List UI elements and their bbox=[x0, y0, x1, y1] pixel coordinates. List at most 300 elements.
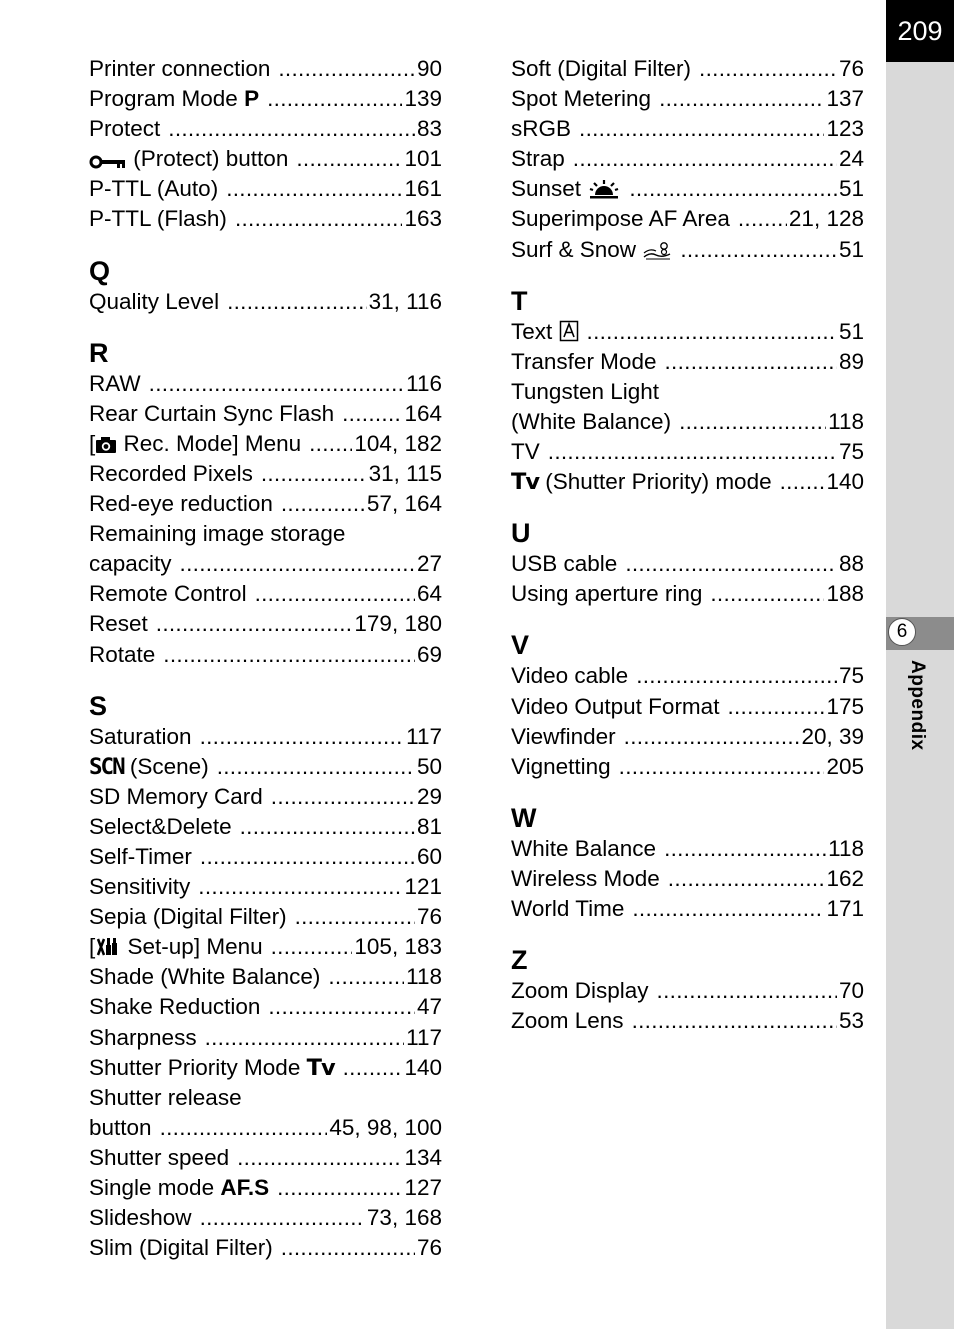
index-term-text: Spot Metering bbox=[511, 86, 652, 112]
index-term bbox=[511, 549, 617, 579]
index-term-text: Superimpose AF Area bbox=[511, 206, 730, 232]
index-term-text: Shutter release bbox=[89, 1084, 242, 1110]
dot-leader bbox=[632, 1006, 837, 1036]
index-term bbox=[511, 864, 660, 894]
index-entry[interactable] bbox=[511, 579, 864, 609]
index-term bbox=[511, 722, 616, 752]
chapter-number: 6 bbox=[888, 618, 916, 646]
index-term bbox=[511, 467, 772, 497]
page-reference[interactable]: 104, 182 bbox=[354, 430, 442, 456]
index-letter-heading: W bbox=[511, 802, 537, 833]
index-term-text: Viewfinder bbox=[511, 723, 616, 749]
index-term bbox=[89, 1113, 152, 1143]
page-reference[interactable]: 90 bbox=[416, 56, 442, 81]
index-entry[interactable] bbox=[511, 752, 864, 782]
index-entry[interactable] bbox=[511, 549, 864, 579]
index-term bbox=[89, 369, 141, 399]
page-reference[interactable]: 101 bbox=[404, 146, 442, 172]
index-entry[interactable] bbox=[89, 54, 442, 84]
index-term bbox=[511, 114, 571, 144]
index-entry[interactable] bbox=[511, 976, 864, 1006]
page-reference[interactable]: 27 bbox=[416, 551, 442, 577]
dot-leader bbox=[226, 174, 402, 204]
index-term-text: Shutter speed bbox=[89, 1144, 230, 1170]
dot-leader bbox=[625, 549, 837, 579]
index-term-text: (White Balance) bbox=[511, 408, 672, 434]
page-reference[interactable]: 83 bbox=[416, 116, 442, 142]
page-reference[interactable]: 105, 183 bbox=[354, 934, 442, 960]
index-entry bbox=[89, 1083, 442, 1113]
camera-icon bbox=[95, 429, 117, 459]
index-term-text: Wireless Mode bbox=[511, 865, 660, 891]
index-term bbox=[511, 437, 540, 467]
page-reference[interactable]: 31, 115 bbox=[368, 460, 442, 486]
index-term-text: Rear Curtain Sync Flash bbox=[89, 400, 335, 426]
page-reference[interactable]: 89 bbox=[838, 348, 864, 374]
index-term-text: Remote Control bbox=[89, 581, 247, 607]
index-term-text: Vignetting bbox=[511, 753, 611, 779]
dot-leader bbox=[664, 834, 826, 864]
index-entry[interactable] bbox=[89, 1113, 442, 1143]
dot-leader bbox=[296, 144, 402, 174]
index-entry[interactable] bbox=[511, 692, 864, 722]
index-entry[interactable] bbox=[89, 992, 442, 1022]
index-entry[interactable] bbox=[89, 1053, 442, 1083]
index-term-text: P-TTL (Auto) bbox=[89, 176, 219, 202]
index-letter-heading: S bbox=[89, 690, 108, 721]
page-reference[interactable]: 140 bbox=[826, 469, 864, 495]
page-reference[interactable]: 163 bbox=[404, 206, 442, 232]
index-entry[interactable] bbox=[89, 1023, 442, 1053]
index-term-text: (Scene) bbox=[129, 753, 209, 779]
dot-leader bbox=[679, 407, 826, 437]
dot-leader bbox=[680, 235, 837, 265]
dot-leader bbox=[227, 287, 367, 317]
page-reference[interactable]: 57, 164 bbox=[366, 491, 442, 517]
page-reference[interactable]: 123 bbox=[826, 116, 864, 142]
index-term bbox=[511, 84, 651, 114]
index-term bbox=[89, 84, 259, 114]
index-entry[interactable] bbox=[511, 54, 864, 84]
page-reference[interactable]: 140 bbox=[404, 1054, 442, 1080]
dot-leader bbox=[237, 1143, 402, 1173]
scene-mode-icon: SCN bbox=[89, 753, 124, 780]
index-term bbox=[89, 1023, 197, 1053]
index-entry[interactable] bbox=[89, 722, 442, 752]
page-reference[interactable]: 45, 98, 100 bbox=[329, 1114, 442, 1140]
index-entry[interactable] bbox=[511, 84, 864, 114]
page-reference[interactable]: 116 bbox=[406, 370, 442, 396]
index-term-text: Recorded Pixels bbox=[89, 460, 253, 486]
dot-leader bbox=[710, 579, 824, 609]
index-term-text: Program Mode bbox=[89, 86, 238, 112]
index-term bbox=[511, 661, 628, 691]
index-term-text: Rotate bbox=[89, 641, 156, 667]
index-entry[interactable] bbox=[89, 489, 442, 519]
page-reference[interactable]: 51 bbox=[838, 318, 864, 344]
index-term-text: Text bbox=[511, 318, 553, 344]
dot-leader bbox=[267, 84, 402, 114]
index-term-text: Protect bbox=[89, 116, 161, 142]
page-reference[interactable]: 47 bbox=[416, 994, 442, 1020]
index-entry[interactable] bbox=[89, 609, 442, 639]
index-term bbox=[511, 752, 611, 782]
index-entry[interactable] bbox=[511, 437, 864, 467]
index-term bbox=[511, 235, 672, 265]
index-term bbox=[89, 932, 263, 962]
index-term bbox=[89, 1233, 273, 1263]
dot-leader bbox=[217, 752, 415, 782]
index-term-text: Surf & Snow bbox=[511, 236, 637, 262]
index-term bbox=[511, 347, 656, 377]
dot-leader bbox=[659, 84, 824, 114]
page-reference[interactable]: 164 bbox=[404, 400, 442, 426]
index-entry[interactable] bbox=[89, 144, 442, 174]
index-term bbox=[89, 1143, 229, 1173]
dot-leader bbox=[587, 317, 837, 347]
index-term-text: Select&Delete bbox=[89, 813, 232, 839]
page-reference[interactable]: 162 bbox=[826, 865, 864, 891]
page-reference[interactable]: 69 bbox=[416, 641, 442, 667]
dot-leader bbox=[295, 902, 415, 932]
index-entry[interactable] bbox=[511, 204, 864, 234]
index-term bbox=[511, 144, 565, 174]
index-entry[interactable] bbox=[89, 752, 442, 782]
index-term bbox=[89, 609, 148, 639]
setup-wrench-icon bbox=[95, 932, 121, 962]
dot-leader bbox=[657, 976, 837, 1006]
page-reference[interactable]: 205 bbox=[826, 753, 864, 779]
index-term bbox=[89, 752, 209, 782]
index-term-text: Shade (White Balance) bbox=[89, 964, 321, 990]
page-reference[interactable]: 134 bbox=[404, 1144, 442, 1170]
index-entry[interactable] bbox=[89, 932, 442, 962]
index-term-text: (Shutter Priority) mode bbox=[545, 469, 772, 495]
index-entry[interactable] bbox=[511, 144, 864, 174]
dot-leader bbox=[168, 114, 415, 144]
index-entry[interactable] bbox=[89, 812, 442, 842]
index-entry[interactable] bbox=[511, 407, 864, 437]
page-number: 209 bbox=[886, 0, 954, 62]
index-term-text: TV bbox=[511, 439, 540, 465]
index-entry[interactable] bbox=[89, 902, 442, 932]
index-entry[interactable] bbox=[89, 962, 442, 992]
index-term-text: Shake Reduction bbox=[89, 994, 261, 1020]
index-letter-heading: U bbox=[511, 518, 531, 549]
index-term-text: Slim (Digital Filter) bbox=[89, 1235, 273, 1261]
page-reference[interactable]: 31, 116 bbox=[368, 288, 442, 314]
index-term-text: USB cable bbox=[511, 551, 618, 577]
index-entry[interactable] bbox=[89, 640, 442, 670]
dot-leader bbox=[160, 1113, 328, 1143]
dot-leader bbox=[342, 399, 402, 429]
index-term-text: Video Output Format bbox=[511, 693, 720, 719]
index-term bbox=[89, 872, 190, 902]
index-term bbox=[511, 54, 691, 84]
index-term bbox=[89, 962, 320, 992]
dot-leader bbox=[271, 932, 353, 962]
tv-mode-icon: Tv bbox=[306, 1054, 335, 1081]
index-entry[interactable] bbox=[89, 174, 442, 204]
index-term-text: RAW bbox=[89, 370, 141, 396]
index-term-text: Reset bbox=[89, 611, 148, 637]
page-reference[interactable]: 88 bbox=[838, 551, 864, 577]
index-entry[interactable] bbox=[511, 114, 864, 144]
index-term-text: button bbox=[89, 1114, 152, 1140]
dot-leader bbox=[727, 692, 824, 722]
index-letter-heading: V bbox=[511, 630, 530, 661]
index-term-text: (Protect) button bbox=[133, 146, 289, 172]
dot-leader bbox=[149, 369, 404, 399]
index-entry[interactable] bbox=[89, 782, 442, 812]
index-letter-heading: Q bbox=[89, 255, 111, 286]
page-reference[interactable]: 21, 128 bbox=[788, 206, 864, 232]
index-entry[interactable] bbox=[511, 235, 864, 265]
index-entry[interactable] bbox=[89, 114, 442, 144]
page-reference[interactable]: 118 bbox=[828, 408, 864, 434]
page-reference[interactable]: 53 bbox=[838, 1008, 864, 1034]
page-reference[interactable]: 175 bbox=[826, 693, 864, 719]
dot-leader bbox=[268, 992, 415, 1022]
index-term bbox=[89, 144, 288, 174]
dot-leader bbox=[278, 54, 415, 84]
page-reference[interactable]: 75 bbox=[838, 663, 864, 689]
index-term bbox=[89, 902, 287, 932]
index-entry[interactable] bbox=[89, 1143, 442, 1173]
program-mode-p-icon: P bbox=[244, 86, 260, 112]
page-reference[interactable]: 70 bbox=[838, 978, 864, 1004]
dot-leader bbox=[619, 752, 825, 782]
index-term bbox=[89, 640, 155, 670]
index-term bbox=[511, 579, 702, 609]
page-reference[interactable]: 121 bbox=[404, 874, 442, 900]
index-term bbox=[511, 174, 621, 204]
page-reference[interactable]: 171 bbox=[826, 895, 864, 921]
page-reference[interactable]: 118 bbox=[828, 835, 864, 861]
page-reference[interactable]: 137 bbox=[826, 86, 864, 112]
index-term bbox=[89, 114, 160, 144]
index-term-text: Quality Level bbox=[89, 288, 220, 314]
index-term-text: Zoom Display bbox=[511, 978, 649, 1004]
index-entry[interactable] bbox=[511, 864, 864, 894]
index-term bbox=[511, 1006, 624, 1036]
page-reference[interactable]: 179, 180 bbox=[354, 611, 442, 637]
page-reference[interactable]: 139 bbox=[404, 86, 442, 112]
dot-leader bbox=[629, 174, 837, 204]
index-term-text: Using aperture ring bbox=[511, 581, 703, 607]
index-term bbox=[89, 521, 345, 546]
dot-leader bbox=[163, 640, 415, 670]
index-entry[interactable] bbox=[89, 549, 442, 579]
index-entry[interactable] bbox=[89, 579, 442, 609]
dot-leader bbox=[281, 1233, 415, 1263]
page-reference[interactable]: 24 bbox=[838, 146, 864, 172]
dot-leader bbox=[200, 1203, 365, 1233]
page-reference[interactable]: 81 bbox=[416, 813, 442, 839]
index-term-text: Saturation bbox=[89, 723, 192, 749]
index-entry[interactable] bbox=[89, 287, 442, 317]
index-term bbox=[89, 722, 192, 752]
index-entry[interactable] bbox=[89, 84, 442, 114]
page-reference[interactable]: 20, 39 bbox=[801, 723, 864, 749]
index-term-text: World Time bbox=[511, 895, 625, 921]
dot-leader bbox=[636, 661, 837, 691]
index-term-text: Sunset bbox=[511, 176, 582, 202]
dot-leader bbox=[277, 1173, 402, 1203]
dot-leader bbox=[198, 872, 402, 902]
dot-leader bbox=[738, 204, 787, 234]
index-entry[interactable] bbox=[89, 842, 442, 872]
index-term bbox=[89, 429, 301, 459]
page-reference[interactable]: 118 bbox=[406, 964, 442, 990]
dot-leader bbox=[328, 962, 404, 992]
index-term-text: Sepia (Digital Filter) bbox=[89, 904, 287, 930]
index-entry[interactable] bbox=[89, 459, 442, 489]
index-term bbox=[511, 407, 671, 437]
index-entry[interactable] bbox=[511, 347, 864, 377]
dot-leader bbox=[281, 489, 365, 519]
page-reference[interactable]: 117 bbox=[406, 723, 442, 749]
index-letter-heading: T bbox=[511, 285, 528, 316]
dot-leader bbox=[780, 467, 825, 497]
index-term-text: Self-Timer bbox=[89, 843, 192, 869]
tv-mode-icon: Tv bbox=[511, 469, 540, 496]
dot-leader bbox=[548, 437, 837, 467]
dot-leader bbox=[699, 54, 837, 84]
index-term-text: Set-up] Menu bbox=[127, 934, 263, 960]
index-entry[interactable] bbox=[511, 661, 864, 691]
dot-leader bbox=[255, 579, 415, 609]
dot-leader bbox=[200, 722, 405, 752]
dot-leader bbox=[205, 1023, 405, 1053]
index-column-right bbox=[511, 54, 864, 1036]
index-entry[interactable] bbox=[89, 204, 442, 234]
page-reference[interactable]: 51 bbox=[838, 176, 864, 202]
dot-leader bbox=[200, 842, 415, 872]
index-entry[interactable] bbox=[511, 1006, 864, 1036]
bracket-prefix: [ bbox=[89, 934, 96, 960]
index-entry[interactable] bbox=[89, 1173, 442, 1203]
dot-leader bbox=[624, 722, 800, 752]
page-reference[interactable]: 76 bbox=[416, 904, 442, 930]
key-icon bbox=[89, 144, 127, 174]
page-reference[interactable]: 76 bbox=[838, 56, 864, 81]
dot-leader bbox=[261, 459, 367, 489]
index-term-text: Sharpness bbox=[89, 1024, 197, 1050]
index-term-text: Printer connection bbox=[89, 56, 271, 81]
page-reference[interactable]: 75 bbox=[838, 439, 864, 465]
page-reference[interactable]: 161 bbox=[404, 176, 442, 202]
index-term bbox=[89, 549, 172, 579]
chapter-label: Appendix bbox=[907, 660, 928, 751]
index-term-text: capacity bbox=[89, 551, 172, 577]
index-term bbox=[89, 459, 253, 489]
index-term-text: P-TTL (Flash) bbox=[89, 206, 227, 232]
index-column-left bbox=[89, 54, 442, 1263]
dot-leader bbox=[309, 429, 352, 459]
index-entry[interactable] bbox=[511, 894, 864, 924]
af-single-icon: AF.S bbox=[220, 1175, 270, 1200]
index-entry[interactable] bbox=[511, 834, 864, 864]
dot-leader bbox=[579, 114, 824, 144]
index-term bbox=[89, 812, 232, 842]
index-entry[interactable] bbox=[89, 1233, 442, 1263]
page-reference[interactable]: 51 bbox=[838, 236, 864, 262]
index-term bbox=[511, 692, 719, 722]
dot-leader bbox=[668, 864, 825, 894]
index-entry[interactable] bbox=[511, 467, 864, 497]
index-term-text: Soft (Digital Filter) bbox=[511, 56, 692, 81]
bracket-prefix: [ bbox=[89, 430, 96, 456]
index-term-text: Shutter Priority Mode bbox=[89, 1054, 301, 1080]
text-mode-icon bbox=[559, 317, 579, 347]
index-term bbox=[89, 842, 192, 872]
index-term-text: Strap bbox=[511, 146, 565, 172]
page-reference[interactable]: 76 bbox=[416, 1235, 442, 1261]
index-entry[interactable] bbox=[511, 317, 864, 347]
index-term bbox=[89, 399, 334, 429]
index-term-text: Red-eye reduction bbox=[89, 491, 273, 517]
index-letter-heading: Z bbox=[511, 945, 528, 976]
index-entry bbox=[89, 519, 442, 549]
index-term-text: Slideshow bbox=[89, 1205, 192, 1231]
dot-leader bbox=[573, 144, 837, 174]
index-term bbox=[89, 1203, 192, 1233]
index-term-text: Tungsten Light bbox=[511, 378, 660, 404]
index-term bbox=[89, 579, 247, 609]
index-term-text: SD Memory Card bbox=[89, 783, 263, 809]
index-entry[interactable] bbox=[89, 872, 442, 902]
page-reference[interactable]: 50 bbox=[416, 753, 442, 779]
dot-leader bbox=[632, 894, 824, 924]
index-term bbox=[89, 489, 273, 519]
index-term bbox=[511, 976, 649, 1006]
page-reference[interactable]: 117 bbox=[406, 1024, 442, 1050]
page-reference[interactable]: 127 bbox=[404, 1175, 442, 1200]
index-term bbox=[511, 379, 659, 404]
index-term bbox=[89, 204, 227, 234]
index-term bbox=[89, 174, 218, 204]
page-reference[interactable]: 60 bbox=[416, 843, 442, 869]
index-term bbox=[511, 894, 624, 924]
surf-snow-icon bbox=[642, 235, 672, 265]
index-entry bbox=[511, 377, 864, 407]
index-term bbox=[89, 1173, 269, 1203]
page-reference[interactable]: 64 bbox=[416, 581, 442, 607]
index-entry[interactable] bbox=[511, 722, 864, 752]
dot-leader bbox=[343, 1053, 403, 1083]
index-term bbox=[89, 54, 270, 84]
index-entry[interactable] bbox=[89, 1203, 442, 1233]
index-term bbox=[89, 992, 260, 1022]
page-reference[interactable]: 29 bbox=[416, 783, 442, 809]
dot-leader bbox=[240, 812, 415, 842]
index-term-text: Remaining image storage bbox=[89, 521, 346, 547]
sunset-icon bbox=[587, 174, 621, 204]
index-entry[interactable] bbox=[89, 399, 442, 429]
index-term bbox=[511, 834, 656, 864]
index-entry[interactable] bbox=[511, 174, 864, 204]
page-reference[interactable]: 188 bbox=[826, 581, 864, 607]
page-reference[interactable]: 73, 168 bbox=[366, 1205, 442, 1231]
index-term-text: Single mode bbox=[89, 1175, 215, 1200]
index-term bbox=[511, 204, 730, 234]
dot-leader bbox=[235, 204, 403, 234]
index-term-text: sRGB bbox=[511, 116, 572, 142]
index-entry[interactable] bbox=[89, 429, 442, 459]
index-entry[interactable] bbox=[89, 369, 442, 399]
index-term-text: Video cable bbox=[511, 663, 629, 689]
